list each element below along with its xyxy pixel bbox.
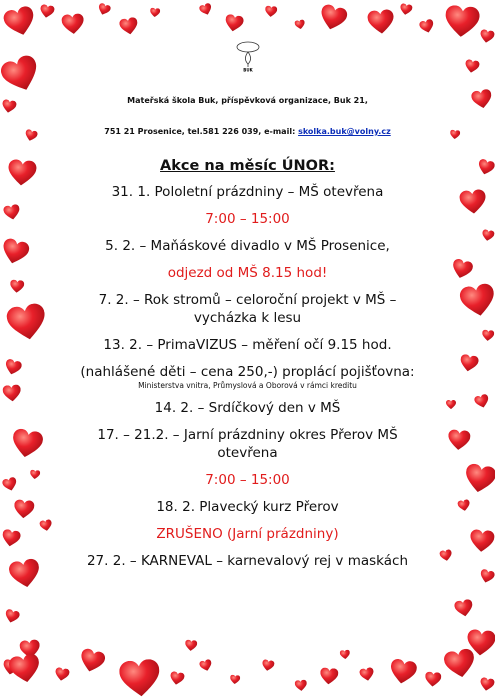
heart-icon — [96, 2, 111, 17]
heart-icon — [479, 568, 495, 584]
org-line: Mateřská škola Buk, příspěvková organizace, Buk 21, — [127, 96, 368, 105]
heart-icon — [3, 358, 22, 377]
event-line: 31. 1. Pololetní prázdniny – MŠ otevřena — [111, 184, 384, 200]
heart-icon — [454, 599, 475, 619]
heart-icon — [1, 99, 17, 114]
event-line: 5. 2. – Maňáskové divadlo v MŠ Prosenice, — [105, 238, 390, 254]
heart-icon — [444, 5, 481, 40]
heart-icon — [8, 653, 42, 686]
heart-icon — [458, 282, 495, 319]
heart-icon — [457, 499, 471, 512]
address-text: 751 21 Prosenice, tel.581 226 039, e-mail: — [104, 127, 296, 136]
heart-icon — [0, 237, 31, 267]
heart-icon — [39, 4, 55, 19]
heart-icon — [54, 667, 70, 682]
event-line: 17. – 21.2. – Jarní prázdniny okres Přerov MŠ otevřena — [97, 427, 398, 461]
event-line: ZRUŠENO (Jarní prázdniny) — [156, 526, 339, 542]
heart-icon — [388, 658, 418, 687]
heart-icon — [471, 88, 494, 110]
document-body — [60, 40, 435, 570]
event-line: 14. 2. – Srdíčkový den v MŠ — [154, 400, 341, 416]
heart-icon — [261, 659, 275, 672]
heart-icon — [295, 679, 308, 691]
heart-icon — [476, 158, 495, 177]
heart-icon — [199, 659, 214, 673]
heart-icon — [169, 671, 185, 686]
heart-icon — [319, 667, 338, 685]
heart-icon — [463, 463, 495, 496]
heart-icon — [9, 279, 24, 293]
heart-icon — [119, 17, 140, 37]
heart-icon — [447, 429, 471, 452]
heart-icon — [439, 549, 453, 562]
event-line: 18. 2. Plavecký kurz Přerov — [156, 499, 339, 515]
heart-icon — [2, 476, 19, 492]
event-line: odjezd od MŠ 8.15 hod! — [167, 265, 328, 281]
heart-icon — [24, 129, 39, 143]
event-note: Ministerstva vnitra, Průmyslová a Oborová v rámci kreditu — [138, 381, 357, 390]
heart-icon — [265, 5, 278, 17]
heart-icon — [419, 18, 436, 34]
heart-icon — [198, 2, 213, 17]
heart-icon — [367, 9, 395, 36]
heart-icon — [13, 499, 35, 519]
heart-icon — [2, 5, 38, 40]
heart-icon — [450, 258, 474, 281]
heart-icon — [224, 14, 245, 34]
heart-icon — [0, 53, 44, 97]
heart-icon — [459, 189, 487, 216]
heart-icon — [446, 400, 456, 409]
heart-icon — [30, 470, 41, 480]
event-line: 7:00 – 15:00 — [205, 472, 290, 488]
heart-icon — [340, 650, 351, 660]
heart-icon — [150, 8, 161, 18]
heart-icon — [8, 558, 42, 591]
heart-icon — [479, 677, 495, 692]
heart-icon — [5, 302, 49, 344]
heart-icon — [61, 13, 85, 36]
event-line: 27. 2. – KARNEVAL – karnevalový rej v maskách — [86, 553, 409, 569]
page-title: Akce na měsíc ÚNOR: — [160, 158, 335, 174]
event-line: (nahlášené děti – cena 250,-) proplácí pojišťovna: — [80, 364, 415, 380]
heart-icon — [3, 204, 21, 222]
heart-icon — [482, 329, 495, 341]
event-line: 13. 2. – PrimaVIZUS – měření očí 9.15 hod. — [103, 337, 392, 353]
heart-icon — [230, 675, 241, 685]
heart-icon — [469, 529, 495, 554]
heart-icon — [481, 229, 495, 242]
event-line: 7:00 – 15:00 — [205, 211, 290, 227]
heart-icon — [474, 393, 491, 409]
heart-icon — [294, 19, 305, 30]
heart-icon — [185, 639, 198, 651]
heart-icon — [459, 354, 480, 374]
heart-icon — [424, 671, 441, 687]
heart-icon — [4, 608, 21, 624]
address-line — [60, 127, 435, 136]
heart-icon — [443, 648, 477, 681]
heart-icon — [118, 658, 161, 699]
heart-icon — [399, 3, 413, 16]
heart-icon — [39, 519, 53, 532]
heart-icon — [317, 3, 348, 33]
school-logo-icon — [235, 40, 261, 72]
heart-icon — [2, 384, 21, 402]
event-line: 7. 2. – Rok stromů – celoroční projekt v MŠ – vycházka k lesu — [98, 292, 397, 326]
heart-icon — [464, 59, 480, 74]
heart-icon — [450, 130, 461, 140]
logo-caption: BUK — [242, 67, 253, 72]
heart-icon — [77, 647, 106, 675]
heart-icon — [359, 667, 375, 682]
heart-icon — [1, 529, 22, 549]
heart-icon — [479, 29, 495, 44]
email-link[interactable]: skolka.buk@volny.cz — [298, 127, 391, 136]
heart-icon — [7, 159, 37, 188]
heart-icon — [10, 428, 44, 461]
